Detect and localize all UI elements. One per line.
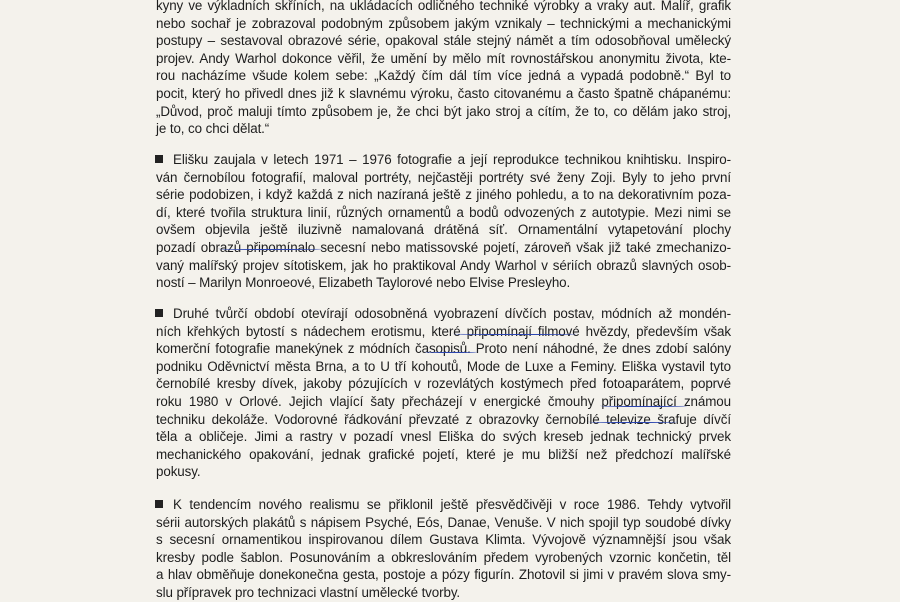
text-line: podniku Oděvnictví města Brna, a to U tří kohoutů, Mode de Luxe a Feminy. Eliška vystavil tyto [156,358,731,374]
text-line: dí, které tvořila struktura linií, různých ornamentů a bodů odvozených z autotypie. Mezi nimi se [156,204,731,220]
pen-underline-mark [452,332,578,335]
text-line: nebo sochař je zobrazoval podobným způsobem jakým vznikaly – technickými a mechanickými [156,15,731,31]
text-line: pokusy. [156,464,201,480]
text-line: těla a obličeje. Jimi a rastry v pozadí vnesl Eliška do svých kreseb jednak technický prvek [156,429,731,445]
text-line: K tendencím nového realismu se přiklonil ještě přesvědčivěji v roce 1986. Tehdy vytvořil [173,497,731,512]
pen-underline-mark [424,350,478,353]
text-line: ovšem objevila ještě iluzivně namalovaná drátěná síť. Ornamentální vytapetování plochy [156,222,731,238]
text-line: Elišku zaujala v letech 1971 – 1976 fotografie a její reprodukce technikou knihtisku. Inspiro- [173,152,731,167]
text-line: projev. Andy Warhol dokonce věřil, že umění by mělo mít rovnostářskou anonymitu života, kte- [156,50,731,66]
pen-underline-mark [588,420,678,423]
text-line: roku 1980 v Orlové. Jejich vlající šaty přecházejí v energické čmouhy připomínající známou [156,393,731,409]
text-line: techniku dekoláže. Vodorovné řádkování převzaté z obrazovky černobílé televize šrafuje dívčí [156,411,731,427]
text-line: a hlav obměňuje donekonečna gesta, postoje a pózy figurín. Zhotovil si jimi v pravém slova smy- [156,567,731,583]
text-line: série podobizen, i když každá z nich nazíraná ještě z jiného pohledu, a to na dekorativním poza- [156,187,731,203]
text-line: je to, co chci dělat.“ [156,121,270,137]
text-line: postupy – sestavoval obrazové série, opakoval stále stejný námět a tím odosobňoval umělecký [156,33,731,49]
square-bullet-icon [155,309,163,317]
text-line: vaný malířský projev sítotiskem, jak ho praktikoval Andy Warhol v sériích obrazů slavných osob- [156,257,731,273]
paragraph-1 [156,0,731,138]
text-line: sérii autorských plakátů s nápisem Psyché, Eós, Danae, Venuše. V nich spojil typ soudobé dívky [156,514,731,530]
text-line: černobílé kresby dívek, jakoby pózujících v rozevlátých kostýmech před fotoaparátem, poprvé [156,376,731,392]
text-line: pocit, který ho přivedl dnes již k slavnému výroku, často citovanému a často špatně chápanému: [156,85,731,101]
text-line: pozadí obrazů připomínalo secesní nebo matissovské pojetí, zároveň však již také zmechanizo- [156,239,731,255]
text-line: komerční fotografie manekýnek z módních časopisů. Proto není náhodné, že dnes zdobí salóny [156,341,731,357]
text-line: kresby podle šablon. Posunováním a obkreslováním předem vyrobených vzornic končetin, těl [156,549,731,565]
text-line: slu přípravek pro technizaci vlastní umělecké tvorby. [156,584,461,600]
paragraph-4 [156,496,731,602]
text-line: kyny ve výkladních skříních, na ukládacích odličného techniké výrobky a vraky aut. Malíř, grafik [156,0,731,13]
text-line: „Důvod, proč maluji tímto způsobem je, že chci být jako stroj a cítím, že to, co dělám jako stroj, [156,103,731,119]
square-bullet-icon [155,155,163,163]
paragraph-3 [156,305,731,481]
pen-underline-mark [218,247,324,250]
text-line: s secesní ornamentikou inspirovanou dílem Gustava Klimta. Vývojově významnější jsou však [156,532,731,548]
text-line: mechanického opakování, jednak grafické pojetí, které je mu bližší než předchozí malířské [156,446,731,462]
text-line: Druhé tvůrčí období otevírají odosobněná vyobrazení dívčích postav, módních až mondén- [173,306,731,321]
text-line: ván černobílou fotografií, maloval portréty, nejčastěji portréty své ženy Zoji. Byly to jeho první [156,169,731,185]
paragraph-2 [156,151,731,292]
text-line: ních křehkých bytostí s nádechem erotismu, které připomínají filmové hvězdy, především však [156,323,731,339]
text-line: ností – Marilyn Monroeové, Elizabeth Taylorové nebo Elvise Presleyho. [156,275,571,291]
square-bullet-icon [155,500,163,508]
text-line: rou nacházíme všude kolem sebe: „Každý čím dál tím více jedná a vypadá podobně.“ Byl to [156,68,731,84]
pen-underline-mark [600,404,688,407]
